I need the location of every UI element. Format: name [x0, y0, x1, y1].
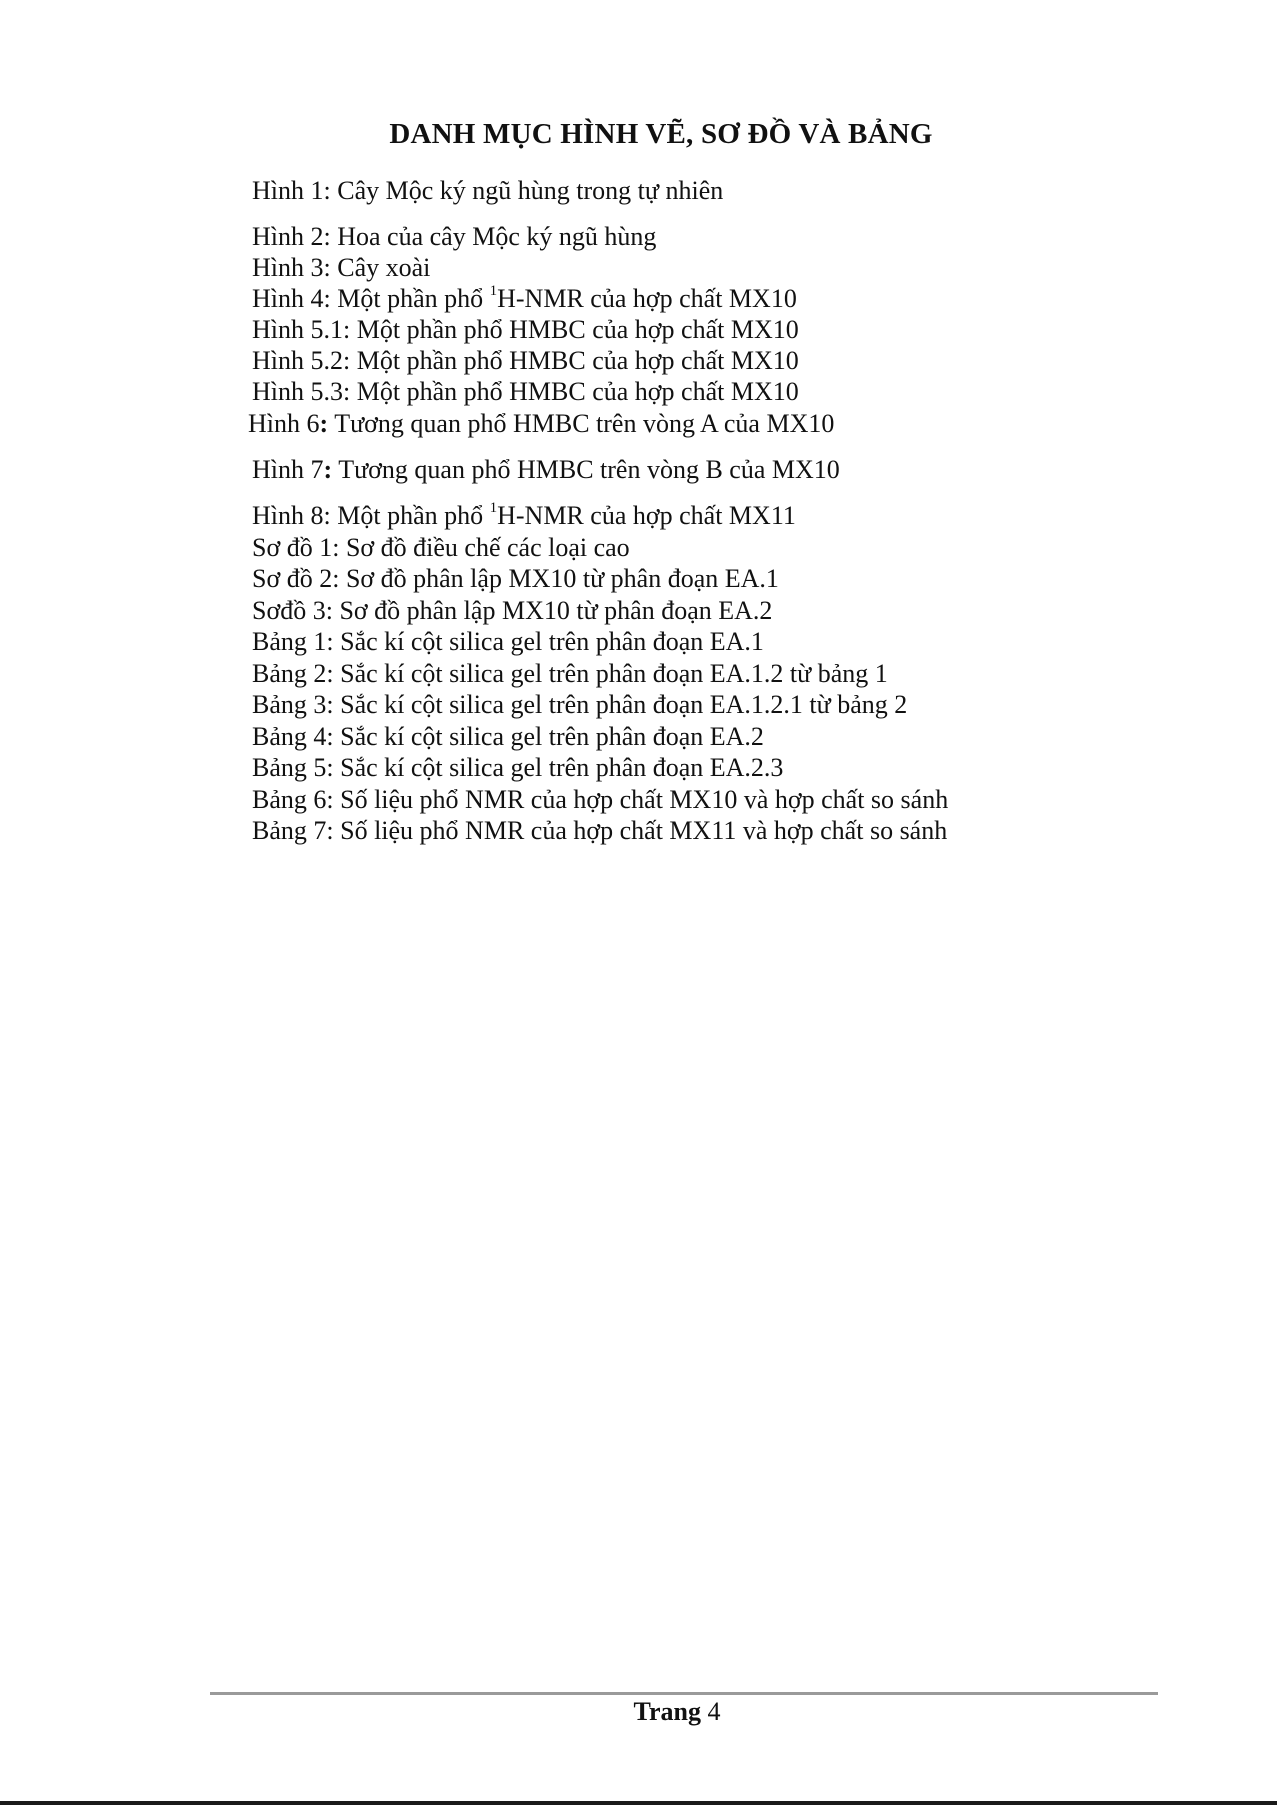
page-label: Trang	[633, 1697, 701, 1726]
list-item	[252, 627, 764, 657]
entry-label: Bảng 5:	[252, 753, 334, 782]
entry-superscript: 1	[489, 283, 498, 300]
list-item	[252, 455, 840, 485]
entry-text-lead: Một phần phổ	[337, 284, 490, 313]
page-title: DANH MỤC HÌNH VẼ, SƠ ĐỒ VÀ BẢNG	[389, 118, 933, 150]
entry-text: Số liệu phổ NMR của hợp chất MX11 và hợp chất so sánh	[340, 816, 948, 845]
entry-label: Bảng 3:	[252, 690, 334, 719]
entry-label: Bảng 7:	[252, 816, 334, 845]
entry-label: Hình 7:	[252, 455, 333, 484]
entry-text: Sắc kí cột silica gel trên phân đoạn EA.1.2.1 từ bảng 2	[340, 690, 908, 719]
list-item	[252, 596, 772, 626]
entry-text: Sơ đồ phân lập MX10 từ phân đoạn EA.2	[339, 596, 773, 625]
list-item	[248, 409, 834, 439]
footer-divider	[210, 1692, 1158, 1695]
entry-superscript: 1	[489, 500, 498, 517]
entry-text: Hoa của cây Mộc ký ngũ hùng	[337, 222, 657, 251]
list-item	[252, 785, 948, 815]
entry-label: Hình 8:	[252, 501, 331, 530]
list-item	[252, 501, 796, 531]
page-bottom-edge	[0, 1801, 1277, 1805]
entry-text-lead: Một phần phổ	[337, 501, 490, 530]
entry-text: Sắc kí cột silica gel trên phân đoạn EA.1	[340, 627, 764, 656]
entry-text: Một phần phổ HMBC của hợp chất MX10	[356, 377, 799, 406]
entry-label: Hình 5.2:	[252, 346, 351, 375]
entry-text: Sơ đồ điều chế các loại cao	[345, 533, 630, 562]
entry-label: Bảng 2:	[252, 659, 334, 688]
list-item	[252, 346, 799, 376]
entry-text: Tương quan phổ HMBC trên vòng B của MX10	[338, 455, 840, 484]
entry-text: Tương quan phổ HMBC trên vòng A của MX10	[334, 409, 835, 438]
list-item	[252, 176, 723, 206]
entry-label: Hình 4:	[252, 284, 331, 313]
entry-label: Bảng 1:	[252, 627, 334, 656]
entry-text: Số liệu phổ NMR của hợp chất MX10 và hợp chất so sánh	[340, 785, 949, 814]
list-item	[252, 753, 783, 783]
entry-label: Bảng 6:	[252, 785, 334, 814]
entry-text: Sắc kí cột silica gel trên phân đoạn EA.2	[340, 722, 764, 751]
entry-label: Hình 1:	[252, 176, 331, 205]
entry-label: Bảng 4:	[252, 722, 334, 751]
entry-label: Hình 6:	[248, 409, 329, 438]
entry-text: Một phần phổ HMBC của hợp chất MX10	[356, 346, 799, 375]
entry-label: Hình 5.1:	[252, 315, 351, 344]
list-item	[252, 222, 656, 252]
page-footer	[0, 1697, 1277, 1727]
list-item	[252, 690, 907, 720]
list-item	[252, 284, 797, 314]
entry-text: Cây Mộc ký ngũ hùng trong tự nhiên	[337, 176, 724, 205]
entry-label: Hình 3:	[252, 253, 331, 282]
entry-text: Sắc kí cột silica gel trên phân đoạn EA.2.3	[340, 753, 784, 782]
entry-text: Một phần phổ HMBC của hợp chất MX10	[356, 315, 799, 344]
list-item	[252, 659, 888, 689]
list-item	[252, 722, 764, 752]
entry-label: Hình 2:	[252, 222, 331, 251]
list-item	[252, 315, 799, 345]
entry-text: Sơ đồ phân lập MX10 từ phân đoạn EA.1	[345, 564, 779, 593]
list-item	[252, 377, 799, 407]
page-number: 4	[707, 1697, 721, 1726]
entry-text: H-NMR của hợp chất MX10	[497, 284, 797, 313]
list-item	[252, 533, 630, 563]
entry-label: Sơđồ 3:	[252, 596, 333, 625]
entry-label: Sơ đồ 2:	[252, 564, 340, 593]
entry-text: H-NMR của hợp chất MX11	[497, 501, 796, 530]
list-item	[252, 564, 779, 594]
entry-label: Sơ đồ 1:	[252, 533, 340, 562]
entry-label: Hình 5.3:	[252, 377, 351, 406]
entry-text: Sắc kí cột silica gel trên phân đoạn EA.1.2 từ bảng 1	[340, 659, 888, 688]
entry-text: Cây xoài	[337, 253, 431, 282]
list-item	[252, 816, 947, 846]
list-item	[252, 253, 430, 283]
